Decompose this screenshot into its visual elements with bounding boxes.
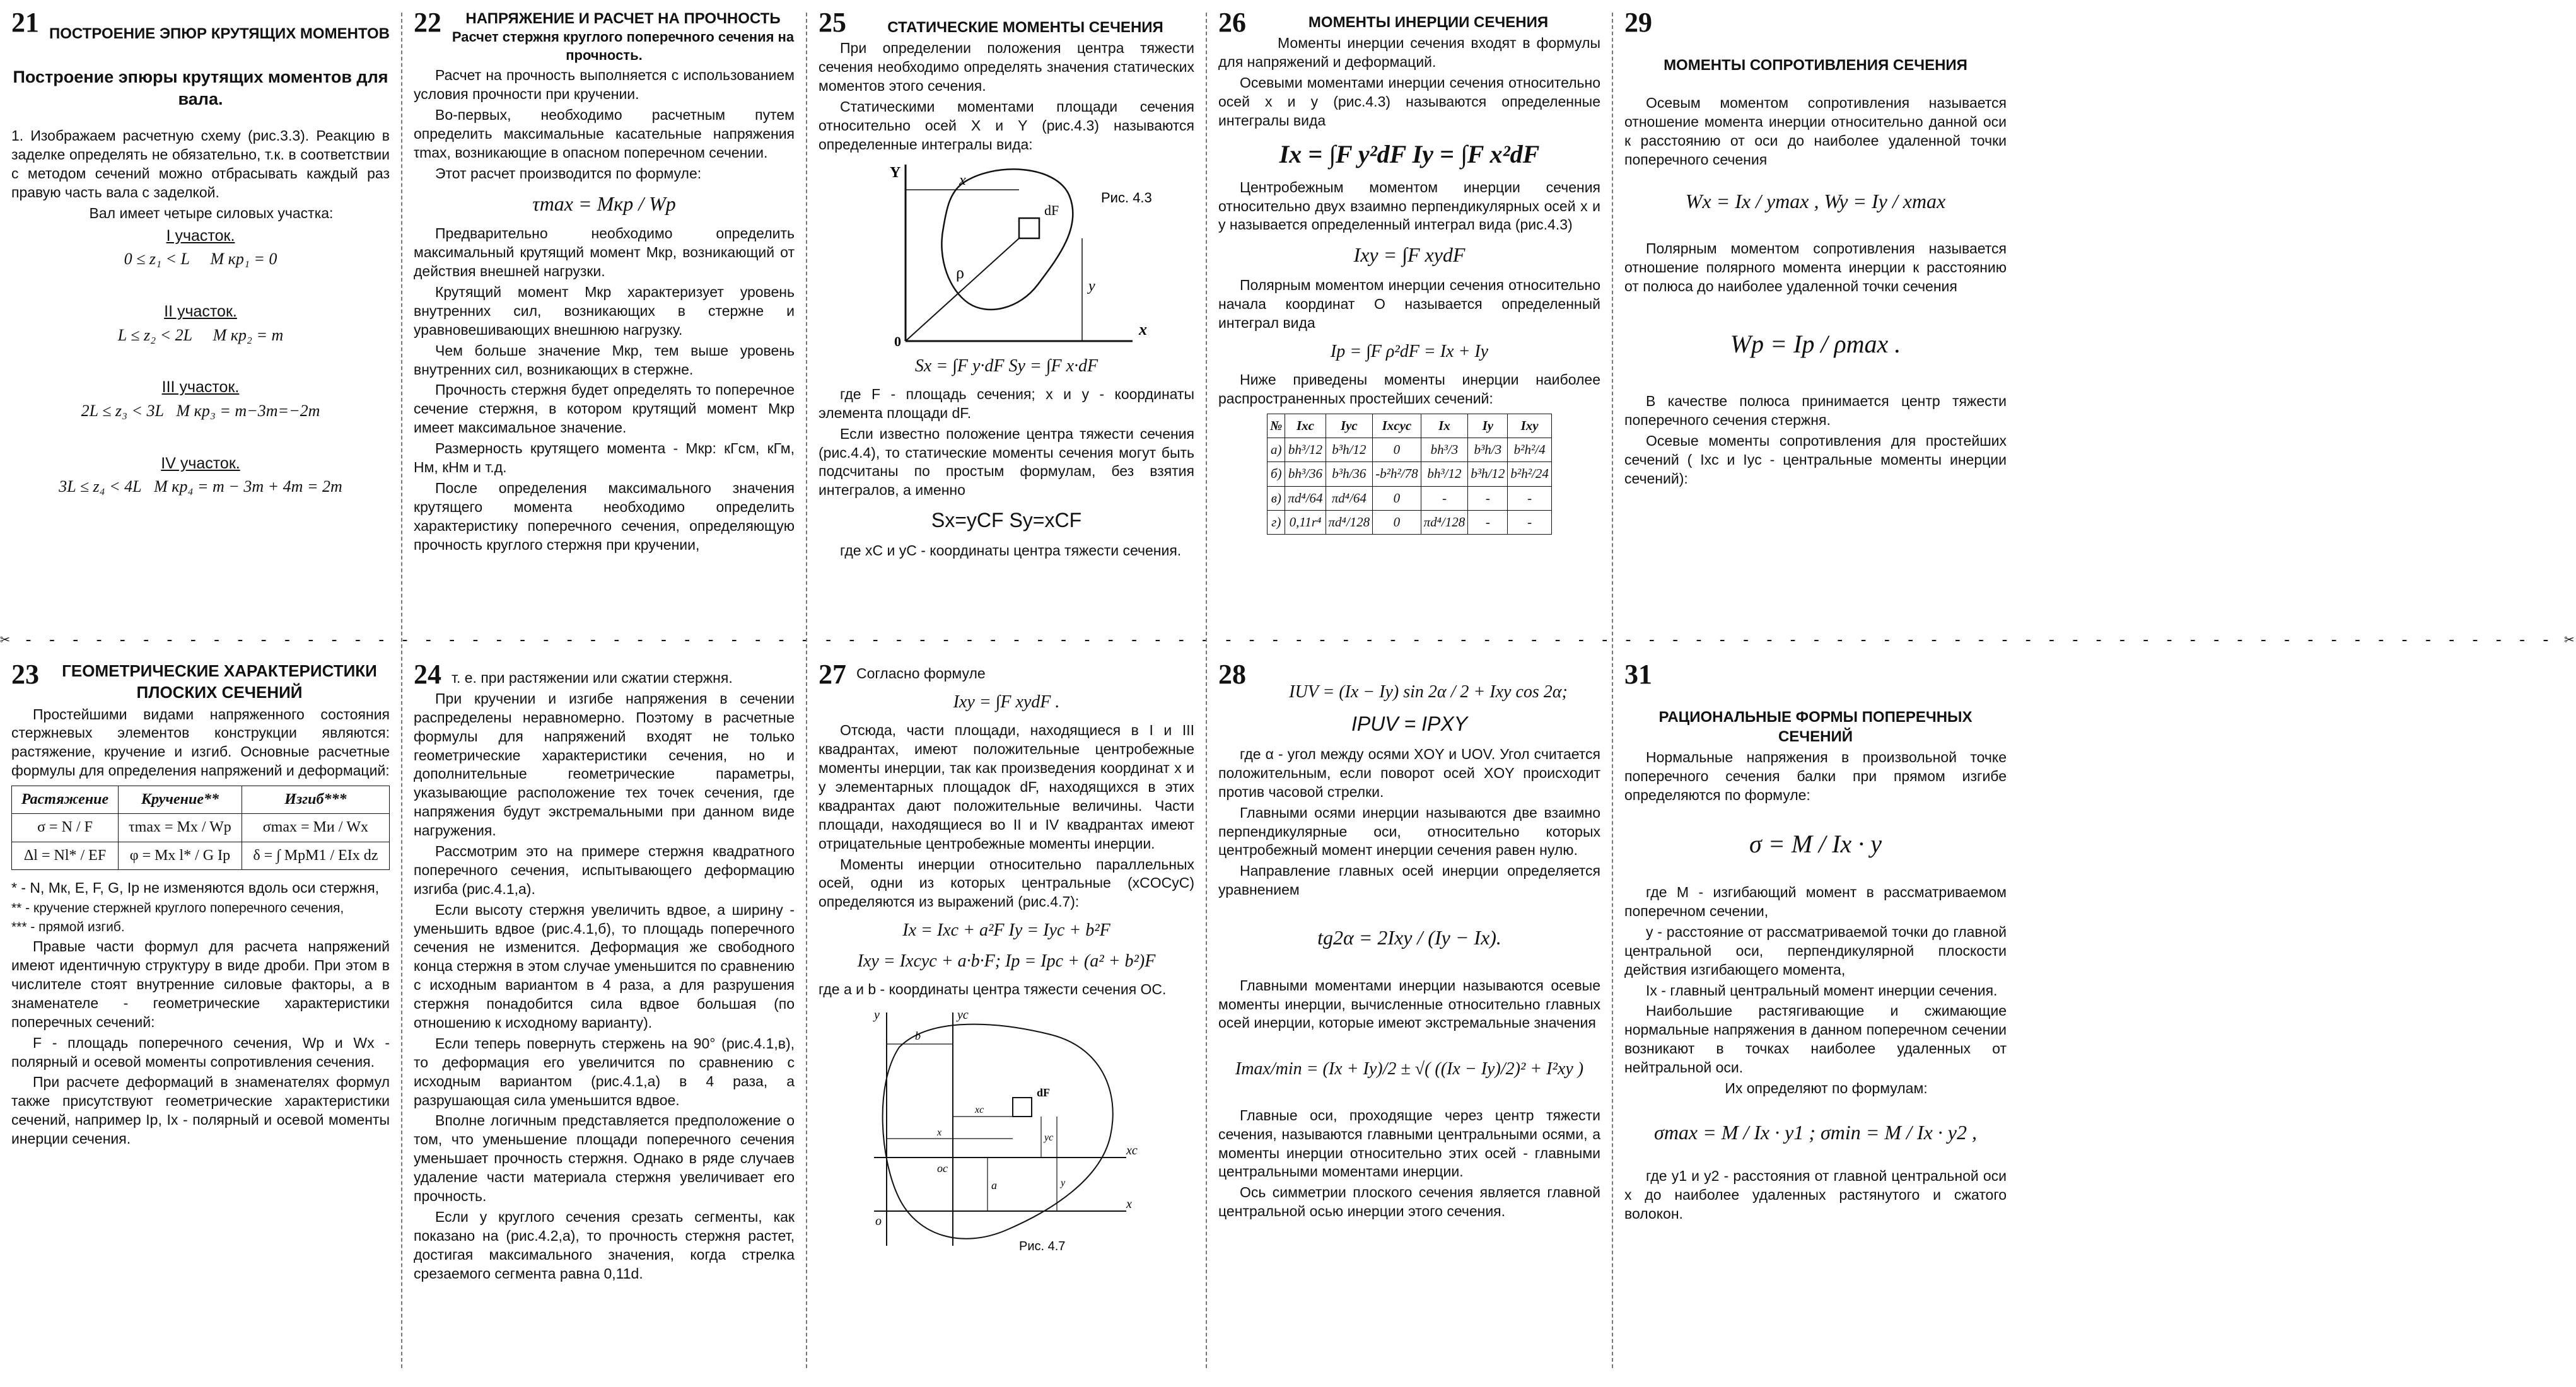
area-element (1019, 218, 1039, 238)
paragraph: Моменты инерции сечения входят в формулы для напряжений и деформаций. (1218, 35, 1600, 71)
formula-tau-max: τmax = Mкр / Wp (532, 192, 676, 215)
card-title: ГЕОМЕТРИЧЕСКИЕ ХАРАКТЕРИСТИКИ ПЛОСКИХ СЕЧЕНИЙ (62, 661, 377, 702)
table-cell: 0,11r⁴ (1285, 510, 1326, 534)
inertia-table (1267, 414, 1552, 535)
figure-4-3 (830, 158, 1183, 347)
paragraph: При определении положения центра тяжести сечения необходимо определять значения статических моментов этого сечения. (819, 40, 1194, 94)
label-x-dim: x (937, 1127, 942, 1138)
card-title: ПОСТРОЕНИЕ ЭПЮР КРУТЯЩИХ МОМЕНТОВ (49, 25, 390, 42)
table-cell: bh³/12 (1421, 462, 1468, 486)
formula-lead (819, 661, 1194, 683)
card-28 (1207, 652, 1612, 1387)
segment-3 (11, 377, 390, 421)
segment-condition: 0 ≤ z₁ < L (124, 250, 190, 269)
formula-parallel-axes-2: Ixy = Ixcyc + a·b·F; Ip = Ipc + (a² + b²)F (857, 951, 1156, 971)
card-number: 24 (414, 659, 441, 690)
card-number: 21 (11, 7, 39, 38)
table-header-cell: Iyc (1326, 414, 1373, 438)
paragraph: Предварительно необходимо определить максимальный крутящий момент Mкр, возникающий от действия внешней нагрузки. (414, 225, 795, 280)
table-cell: - (1421, 486, 1468, 510)
paragraph: Согласно формуле (856, 665, 986, 682)
card-number: 25 (819, 7, 846, 38)
label-x: x (1126, 1197, 1132, 1211)
label-origin: 0 (894, 333, 901, 349)
table-cell: bh³/12 (1285, 438, 1326, 462)
paragraph: Рассмотрим это на примере стержня квадратного поперечного сечения, испытывающего деформацию изгиба (рис.4.1,а). (414, 843, 795, 897)
footnote: ** - кручение стержней круглого поперечного сечения, (11, 900, 344, 915)
paragraph: 1. Изображаем расчетную схему (рис.3.3). Реакцию в заделке определять не обязательно, т.к. в соответствии с методом сечений можно отбрасывать каждый раз правую часть вала с заделкой. (11, 127, 390, 201)
table-header-cell: Ixc (1285, 414, 1326, 438)
segment-formula (11, 400, 390, 422)
paragraph: Ниже приведены моменты инерции наиболее распространенных простейших сечений: (1218, 371, 1600, 407)
table-header-cell: Ixcyc (1373, 414, 1421, 438)
paragraph: Полярным моментом инерции сечения относительно начала координат O называется определенный интеграл вида (1218, 276, 1600, 331)
segment-1 (11, 226, 390, 270)
segment-label: I участок. (166, 226, 235, 245)
paragraph: Их определяют по формулам: (1725, 1079, 1928, 1096)
paragraph: Прочность стержня будет определять то поперечное сечение стержня, в котором крутящий момент Mкр имеет максимальное значение. (414, 381, 795, 436)
card-29 (1613, 0, 2018, 630)
table-cell: - (1468, 510, 1508, 534)
card-25 (807, 0, 1206, 630)
paragraph: Если высоту стержня увеличить вдвое, а ширину - уменьшить вдвое (рис.4.1,б), то площадь поперечного сечения не изменится. Деформация же свободного конца стержня в этом случае уменьшится по сравнению с исходным вариантом в 4 раза, а для разрушения стержня понадобится сила вдвое большая (по отношению к исходному варианту). (414, 901, 795, 1031)
paragraph: Во-первых, необходимо расчетным путем определить максимальные касательные напряжения τmax, возникающие в опасном поперечном сечении. (414, 107, 795, 161)
label-yc: yc (957, 1007, 969, 1022)
card-title: МОМЕНТЫ СОПРОТИВЛЕНИЯ СЕЧЕНИЯ (1664, 57, 1967, 74)
table-cell: г) (1268, 510, 1285, 534)
paragraph: Чем больше значение Mкр, тем выше уровень внутренних сил, возникающих в стержне. (414, 342, 795, 378)
card-title: СТАТИЧЕСКИЕ МОМЕНТЫ СЕЧЕНИЯ (887, 19, 1163, 36)
paragraph: Моменты инерции относительно параллельных осей, одни из которых центральные (xCOCyC) определяются из выражений (рис.4.7): (819, 856, 1194, 910)
label-xdim: x (959, 171, 966, 189)
table-cell: 0 (1373, 438, 1421, 462)
paragraph: Ось симметрии плоского сечения является главной центральной осью инерции этого сечения. (1218, 1184, 1600, 1220)
segment-condition: 3L ≤ z₄ < 4L (59, 477, 142, 496)
card-23 (0, 652, 401, 1387)
segment-condition: L ≤ z₂ < 2L (117, 325, 193, 344)
table-cell: φ = Mx l* / G Ip (119, 842, 242, 869)
card-26 (1207, 0, 1612, 630)
table-header-cell: Ix (1421, 414, 1468, 438)
formula-iuv: IUV = (Ix − Iy) sin 2α / 2 + Ixy cos 2α; (1289, 682, 1568, 702)
paragraph: Если у круглого сечения срезать сегменты, как показано на (рис.4.2,а), то прочность стержня растет, достигая максимального значения, когда стрелка срезаемого сегмента равна 0,11d. (414, 1208, 795, 1282)
table-row (12, 814, 390, 842)
segment-4 (11, 453, 390, 497)
formula-imax-min: Imax/min = (Ix + Iy)/2 ± √( ((Ix − Iy)/2)² + I²xy ) (1235, 1059, 1584, 1079)
card-number: 23 (11, 659, 39, 690)
paragraph: Главные оси, проходящие через центр тяжести сечения, называются главными центральными осями, а моменты инерции относительно этих осей - главными центральными моментами инерции. (1218, 1106, 1600, 1180)
segment-expression: M кр₁ = 0 (210, 250, 277, 269)
table-cell: πd⁴/64 (1285, 486, 1326, 510)
card-number: 31 (1624, 659, 1652, 690)
table-row (1268, 486, 1552, 510)
table-cell: - (1508, 486, 1551, 510)
table-cell: bh³/36 (1285, 462, 1326, 486)
paragraph: Если теперь повернуть стержень на 90° (рис.4.1,в), то деформация его увеличится по сравнению с исходным вариантом (рис.4.1,а) в 4 раза, а разрушающая сила уменьшится вдвое. (414, 1035, 795, 1108)
table-cell: б) (1268, 462, 1285, 486)
table-header-cell: Iy (1468, 414, 1508, 438)
table-header (12, 786, 390, 814)
paragraph: Статическими моментами площади сечения относительно осей X и Y (рис.4.3) называются определенные интегралы вида: (819, 98, 1194, 153)
table-header-cell: Ixy (1508, 414, 1551, 438)
formula-parallel-axes: Ix = Ixc + a²F Iy = Iyc + b²F (902, 920, 1110, 941)
card-27 (807, 652, 1206, 1387)
segment-condition: 2L ≤ z₃ < 3L (81, 401, 165, 420)
table-row (1268, 462, 1552, 486)
segment-formula (11, 325, 390, 346)
label-yc-dim: yc (1044, 1132, 1054, 1143)
table-cell: σmax = Mи / Wx (242, 814, 389, 842)
formula-table (11, 786, 390, 870)
paragraph: Вал имеет четыре силовых участка: (89, 204, 334, 221)
table-cell: b²h²/24 (1508, 462, 1551, 486)
formula-polar-resistance: Wp = Ip / ρmax . (1730, 330, 1901, 359)
table-cell: b³h/12 (1326, 438, 1373, 462)
paragraph: Центробежным моментом инерции сечения относительно двух взаимно перпендикулярных осей x и y называется определенный интеграл вида (рис.4.3) (1218, 178, 1600, 233)
card-number: 27 (819, 659, 846, 690)
paragraph: Размерность крутящего момента - Mкр: кГсм, кГм, Нм, кНм и т.д. (414, 440, 795, 475)
card-title: РАЦИОНАЛЬНЫЕ ФОРМЫ ПОПЕРЕЧНЫХ СЕЧЕНИЙ (1658, 709, 1973, 746)
paragraph: В качестве полюса принимается центр тяжести поперечного сечения стержня. (1624, 393, 2007, 428)
table-cell: - (1468, 486, 1508, 510)
label-oc: oc (937, 1161, 948, 1175)
card-subtitle: Расчет стержня круглого поперечного сечения на прочность. (452, 29, 795, 63)
formula-axial-moments: Ix = ∫F y²dF Iy = ∫F x²dF (1279, 139, 1540, 168)
card-subtitle: Построение эпюры крутящих моментов для вала. (13, 67, 388, 109)
paragraph: Полярным моментом сопротивления называется отношение полярного момента инерции к расстоянию от полюса до наиболее удаленной точки сечения (1624, 240, 2007, 295)
segment-formula (11, 248, 390, 270)
table-header-cell: № (1268, 414, 1285, 438)
table-cell: 0 (1373, 486, 1421, 510)
segment-formula (11, 476, 390, 497)
segment-label: II участок. (164, 303, 237, 321)
label-x: x (1139, 320, 1147, 339)
table-cell: πd⁴/64 (1326, 486, 1373, 510)
table-header (1268, 414, 1552, 438)
card-21 (0, 0, 401, 630)
label-xc: xc (1126, 1143, 1138, 1158)
table-cell: в) (1268, 486, 1285, 510)
section-outline (941, 169, 1073, 310)
label-y: Y (890, 164, 901, 181)
paragraph: Этот расчет производится по формуле: (435, 165, 702, 182)
paragraph: где xC и yC - координаты центра тяжести сечения. (840, 542, 1182, 559)
segment-expression: M кр₃ = m−3m=−2m (176, 401, 320, 420)
figure-4-7 (861, 1003, 1151, 1255)
card-number: 28 (1218, 659, 1246, 690)
card-number: 26 (1218, 7, 1246, 38)
segment-2 (11, 301, 390, 345)
paragraph: Наибольшие растягивающие и сжимающие нормальные напряжения в данном поперечном сечении возникают в точках наиболее удаленных от нейтральной оси. (1624, 1002, 2007, 1076)
table-row (1268, 510, 1552, 534)
card-title: НАПРЯЖЕНИЕ И РАСЧЕТ НА ПРОЧНОСТЬ (465, 10, 781, 27)
table-cell: b²h²/4 (1508, 438, 1551, 462)
label-df: dF (1037, 1086, 1051, 1099)
figure-caption: Рис. 4.3 (1101, 189, 1152, 206)
rho-radius (906, 238, 1019, 341)
table-cell: а) (1268, 438, 1285, 462)
table-row (1268, 438, 1552, 462)
segment-label: III участок. (161, 378, 240, 397)
card-31 (1613, 652, 2018, 1387)
paragraph: где F - площадь сечения; x и y - координаты элемента площади dF. (819, 385, 1194, 421)
paragraph: F - площадь поперечного сечения, Wp и Wx - полярный и осевой моменты сопротивления сечения. (11, 1034, 390, 1070)
label-o: o (875, 1214, 882, 1228)
paragraph: Правые части формул для расчета напряжений имеют идентичную структуру в виде дроби. При этом в числителе стоят внутренние силовые факторы, а в знаменателе - геометрические характеристики поперечных сечений: (11, 938, 390, 1030)
paragraph: Крутящий момент Mкр характеризует уровень внутренних сил, возникающих в стержне и уравновешивающих внешнюю нагрузку. (414, 283, 795, 338)
paragraph: Ix - главный центральный момент инерции сечения. (1646, 982, 1998, 999)
paragraph: Осевыми моментами инерции сечения относительно осей x и y (рис.4.3) называются определенные интегралы вида (1218, 74, 1600, 129)
paragraph: Главными осями инерции называются две взаимно перпендикулярные оси, относительно которых центробежный момент инерции сечения равен нулю. (1218, 804, 1600, 859)
paragraph: где y1 и y2 - расстояния от главной центральной оси x до наиболее удаленных растянутого и сжатого волокон. (1624, 1168, 2007, 1222)
paragraph: Осевые моменты сопротивления для простейших сечений ( Ixc и Iyc - центральные моменты инерции сечений): (1624, 432, 2007, 487)
segment-expression: M кр₂ = m (213, 325, 284, 344)
label-b: b (915, 1029, 921, 1042)
paragraph: т. е. при растяжении или сжатии стержня. (452, 670, 733, 686)
figure-caption: Рис. 4.7 (1019, 1239, 1066, 1253)
paragraph: Если известно положение центра тяжести сечения (рис.4.4), то статические моменты сечения могут быть подсчитаны по простым формулам, без взятия интегралов, а именно (819, 425, 1194, 499)
footnote: * - N, Mк, E, F, G, Ip не изменяются вдоль оси стержня, (11, 879, 380, 896)
table-cell: σ = N / F (12, 814, 119, 842)
paragraph: Отсюда, части площади, находящиеся в I и III квадрантах, имеют положительные центробежные моменты инерции, так как произведения координат x и y элементарных площадок dF, находящихся в этих квадрантах дают положительные величины. Части площади, находящиеся во II и IV квадрантах имеют отрицательные центробежные моменты инерции. (819, 722, 1194, 852)
area-element (1013, 1098, 1032, 1117)
formula-ixy: Ixy = ∫F xydF . (953, 692, 1060, 712)
paragraph: Осевым моментом сопротивления называется отношение момента инерции относительно данной оси к расстоянию от оси до наиболее удаленной точки поперечного сечения (1624, 95, 2007, 168)
card-24 (402, 652, 806, 1387)
table-cell: πd⁴/128 (1326, 510, 1373, 534)
table-cell: b³h/3 (1468, 438, 1508, 462)
formula-centrifugal: Ixy = ∫F xydF (1353, 243, 1466, 267)
paragraph: где M - изгибающий момент в рассматриваемом поперечном сечении, (1624, 884, 2007, 919)
table-cell: Δl = Nl* / EF (12, 842, 119, 869)
label-y-dim: y (1061, 1177, 1066, 1188)
label-ydim: y (1088, 277, 1095, 294)
table-header-cell: Кручение** (119, 786, 242, 814)
table-cell: -b²h²/78 (1373, 462, 1421, 486)
cut-line-horizontal: ✂ - - - - - - - - - - - - - - - - - - - - - - - - - - - - - - - - - - - - - - - - - - - - - - - - - - - - - - - - - - - - - - - - - - - - - - - - - - - - - - - - - - - - - - - - - - - - - - - - - - - - - - - - - - - - ✂ (0, 630, 2576, 649)
formula-polar: Ip = ∫F ρ²dF = Ix + Iy (1330, 341, 1489, 361)
label-df: dF (1044, 202, 1059, 218)
paragraph: где α - угол между осями XOY и UOV. Угол считается положительным, если поворот осей XOY происходит против часовой стрелки. (1218, 745, 1600, 800)
paragraph: При расчете деформаций в знаменателях формул также присутствуют геометрические характеристики сечений, например Ip, Ix - полярный и осевой моменты инерции сечения. (11, 1074, 390, 1147)
table-header-cell: Растяжение (12, 786, 119, 814)
table-cell: πd⁴/128 (1421, 510, 1468, 534)
formula-static-moments: Sx = ∫F y·dF Sy = ∫F x·dF (914, 356, 1099, 376)
card-22 (402, 0, 806, 630)
card-title: МОМЕНТЫ ИНЕРЦИИ СЕЧЕНИЯ (1308, 14, 1549, 31)
paragraph: Вполне логичным представляется предположение о том, что уменьшение площади поперечного сечения уменьшает прочность стержня. Однако в ряде случаев удаление части материала стержня увеличивает его прочность. (414, 1112, 795, 1205)
paragraph: Нормальные напряжения в произвольной точке поперечного сечения балки при прямом изгибе определяются по формуле: (1624, 749, 2007, 804)
formula-sigma: σ = M / Ix · y (1749, 830, 1882, 859)
paragraph: Главными моментами инерции называются осевые моменты инерции, вычисленные относительно главных осей инерции, которые имеют экстремальные значения (1218, 977, 1600, 1031)
formula-static-simple: Sx=yCF Sy=xCF (931, 509, 1082, 532)
table-cell: δ = ∫ MpM1 / EIx dz (242, 842, 389, 869)
card-number: 29 (1624, 7, 1652, 38)
paragraph: После определения максимального значения крутящего момента необходимо определить характеристику поперечного сечения, определяющую прочность круглого стержня при кручении, (414, 479, 795, 553)
label-y: y (874, 1007, 880, 1022)
label-xc-dim: xc (975, 1104, 984, 1115)
formula-ipuv: IPUV = IPXY (1351, 712, 1468, 736)
section-outline (883, 1024, 1113, 1238)
label-rho: ρ (956, 263, 964, 282)
formula-tg2a: tg2α = 2Ixy / (Iy − Ix). (1317, 926, 1501, 949)
table-cell: bh³/3 (1421, 438, 1468, 462)
paragraph: При кручении и изгибе напряжения в сечении распределены неравномерно. Поэтому в расчетные формулы для напряжений входят не только геометрические характеристики сечения, но и дополнительные геометрические параметры, указывающие расположение тех точек сечения, где напряжения будут экстремальными при данном виде нагружения. (414, 690, 795, 839)
table-cell: 0 (1373, 510, 1421, 534)
table-cell: τmax = Mx / Wp (119, 814, 242, 842)
table-cell: b³h/36 (1326, 462, 1373, 486)
table-cell: b³h/12 (1468, 462, 1508, 486)
paragraph: Направление главных осей инерции определяется уравнением (1218, 862, 1600, 898)
table-cell: - (1508, 510, 1551, 534)
paragraph: где a и b - координаты центра тяжести сечения OC. (819, 980, 1167, 997)
formula-axial-resistance: Wx = Ix / ymax , Wy = Iy / xmax (1685, 189, 1946, 212)
segment-label: IV участок. (161, 454, 240, 472)
footnote: *** - прямой изгиб. (11, 919, 125, 934)
formula-sigma-max-min: σmax = M / Ix · y1 ; σmin = M / Ix · y2 , (1654, 1120, 1977, 1144)
segment-expression: M кр₄ = m − 3m + 4m = 2m (154, 477, 342, 496)
table-header-cell: Изгиб*** (242, 786, 389, 814)
card-number: 22 (414, 7, 441, 38)
table-row (12, 842, 390, 869)
paragraph: Расчет на прочность выполняется с использованием условия прочности при кручении. (414, 67, 795, 103)
paragraph: y - расстояние от рассматриваемой точки до главной центральной оси, перпендикулярной плоскости действия изгибающего момента, (1624, 923, 2007, 978)
paragraph: Простейшими видами напряженного состояния стержневых элементов конструкции являются: растяжение, кручение и изгиб. Основные расчетные формулы для определения напряжений и деформаций: (11, 705, 390, 779)
label-a: a (991, 1178, 997, 1192)
